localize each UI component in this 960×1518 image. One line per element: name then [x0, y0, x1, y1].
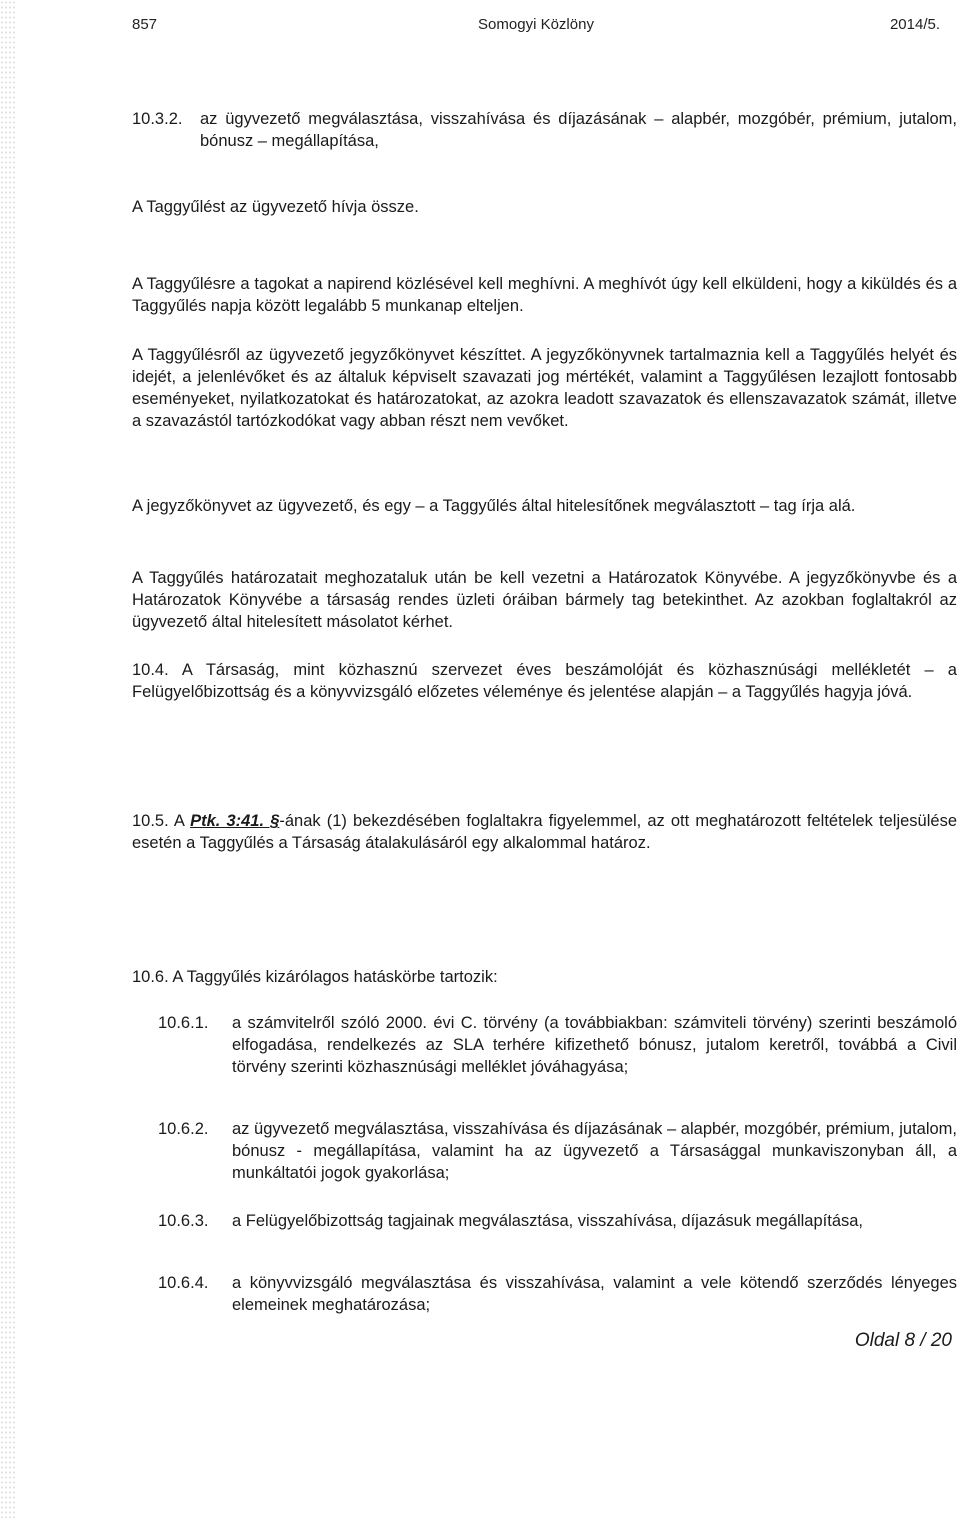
section-number: 10.4. — [132, 661, 169, 679]
list-item-number: 10.6.2. — [158, 1120, 209, 1138]
section-prefix: A — [173, 812, 191, 830]
paragraph-signature: A jegyzőkönyvet az ügyvezető, és egy – a Taggyűlés által hitelesítőnek megválasztott – tag írja alá. — [132, 497, 856, 515]
scan-edge-texture — [0, 0, 16, 1518]
list-item — [158, 1012, 957, 1078]
paragraph-minutes: A Taggyűlésről az ügyvezető jegyzőkönyvet készíttet. A jegyzőkönyvnek tartalmaznia kell a Taggyűlés helyét és idejét, a jelenlévőket és az általuk képviselt szavazati jog mértékét, valamint a Taggyűlésen lezajlott fontosabb eseményeket, nyilatkozatokat és határozatokat, az azokra leadott szavazatok és ellenszavazatok számát, illetve a szavazástól tartózkodókat vagy abban részt nem vevőket. — [132, 346, 957, 430]
section-10-3-2 — [132, 108, 957, 152]
paragraph-convening: A Taggyűlést az ügyvezető hívja össze. — [132, 198, 419, 216]
list-item — [158, 1210, 957, 1232]
section-number: 10.3.2. — [132, 110, 183, 128]
paragraph-invitation: A Taggyűlésre a tagokat a napirend közlésével kell meghívni. A meghívót úgy kell elküldeni, hogy a kiküldés és a Taggyűlés napja között legalább 5 munkanap elteljen. — [132, 275, 957, 315]
section-number: 10.5. — [132, 812, 169, 830]
section-10-4 — [132, 659, 957, 703]
section-text: A Társaság, mint közhasznú szervezet éves beszámolóját és közhasznúsági mellékletét – a Felügyelőbizottság és a könyvvizsgáló előzetes véleménye és jelentése alapján – a Taggyűlés hagyja jóvá. — [132, 661, 957, 701]
ptk-reference-link[interactable]: Ptk. 3:41. § — [190, 812, 280, 830]
section-10-5 — [132, 810, 957, 854]
list-item-text: a könyvvizsgáló megválasztása és visszahívása, valamint a vele kötendő szerződés lényeges elemeinek meghatározása; — [232, 1274, 957, 1314]
page-header — [132, 16, 940, 40]
list-item-number: 10.6.3. — [158, 1212, 209, 1230]
list-item — [158, 1272, 957, 1316]
list-item-text: a Felügyelőbizottság tagjainak megválasztása, visszahívása, díjazásuk megállapítása, — [232, 1212, 864, 1230]
list-item-text: az ügyvezető megválasztása, visszahívása és díjazásának – alapbér, mozgóbér, prémium, jutalom, bónusz - megállapítása, valamint ha az ügyvezető a Társasággal munkaviszonyban áll, a munkáltatói jogok gyakorlása; — [232, 1120, 957, 1182]
issue-number: 2014/5. — [889, 16, 940, 33]
section-10-6-heading: 10.6. A Taggyűlés kizárólagos hatáskörbe tartozik: — [132, 968, 498, 986]
page-footer: Oldal 8 / 20 — [854, 1330, 952, 1351]
journal-title: Somogyi Közlöny — [478, 16, 594, 33]
section-text: az ügyvezető megválasztása, visszahívása és díjazásának – alapbér, mozgóbér, prémium, jutalom, bónusz – megállapítása, — [200, 110, 957, 150]
list-item — [158, 1118, 957, 1184]
section-text: -ának (1) bekezdésében foglaltakra figyelemmel, az ott meghatározott feltételek teljesülése esetén a Taggyűlés a Társaság átalakulásáról egy alkalommal határoz. — [132, 812, 957, 852]
list-item-number: 10.6.1. — [158, 1014, 209, 1032]
page-number: 857 — [132, 16, 158, 33]
list-item-number: 10.6.4. — [158, 1274, 209, 1292]
list-item-text: a számvitelről szóló 2000. évi C. törvény (a továbbiakban: számviteli törvény) szerinti beszámoló elfogadása, rendelkezés az SLA terhére kifizethető bónusz, jutalom keretről, továbbá a Civil törvény szerinti közhasznúsági melléklet jóváhagyása; — [232, 1014, 957, 1076]
paragraph-resolutions: A Taggyűlés határozatait meghozataluk után be kell vezetni a Határozatok Könyvébe. A jegyzőkönyvbe és a Határozatok Könyvébe a társaság rendes üzleti óráiban bármely tag betekinthet. Az azokban foglaltakról az ügyvezető által hitelesített másolatot kérhet. — [132, 569, 957, 631]
